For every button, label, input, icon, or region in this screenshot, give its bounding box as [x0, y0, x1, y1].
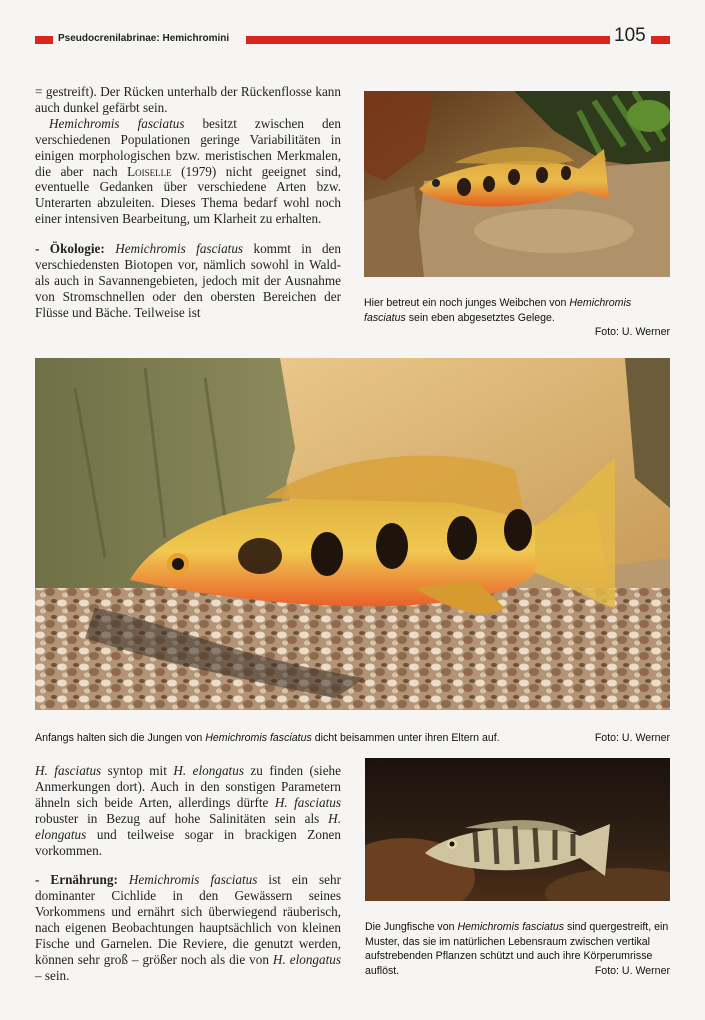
species-name: Hemichromis fasciatus — [364, 297, 632, 324]
text-column-bottom — [35, 763, 341, 984]
author-name: Loiselle — [127, 163, 172, 179]
paragraph-syntop — [35, 763, 341, 858]
section-heading-oekologie: - Ökologie: — [35, 241, 105, 257]
text-column-top — [35, 84, 341, 321]
caption-text: Hier betreut ein noch junges Weibchen von — [364, 297, 570, 309]
photo-credit: Foto: U. Werner — [594, 732, 670, 744]
paragraph-variability — [35, 116, 341, 227]
photo-female-guarding-eggs — [364, 91, 670, 277]
caption-text: sind quergestreift, ein Muster, das sie im natürlichen Lebensraum zwischen vertikal aufstrebenden Pflanzen schützt und auch ihre Körperumrisse auflöst. — [365, 921, 669, 977]
species-name: Hemichromis fasciatus — [115, 241, 244, 257]
section-heading-ernaehrung: - Ernährung: — [35, 872, 118, 888]
species-name: H. fasciatus — [35, 763, 102, 778]
species-name: Hemichromis fasciatus — [457, 921, 565, 933]
header-bar-left — [35, 36, 53, 44]
paragraph-text: zu finden (siehe Anmerkungen dort). Auch in den sonstigen Parametern ähneln sich beide Arten, allerdings dürfte — [35, 763, 341, 810]
header-bar-right — [651, 36, 670, 44]
species-name: H. elongatus — [35, 810, 341, 842]
paragraph-text: – sein. — [35, 967, 70, 983]
species-name: H. elongatus — [272, 951, 341, 967]
paragraph-continuation: = gestreift). Der Rücken unterhalb der Rückenflosse kann auch dunkel gefärbt sein. — [35, 84, 341, 115]
caption-middle-photo — [35, 731, 670, 746]
caption-text: sein eben abgesetztes Gelege. — [405, 311, 555, 324]
paragraph-ernaehrung — [35, 872, 341, 983]
caption-text: dicht beisammen unter ihren Eltern auf. — [311, 732, 500, 744]
paragraph-text: ist ein sehr dominanter Cichlide in den Gewässern seines Vorkommens und ernährt sich überwiegend räuberisch, nach eigenen Beobachtungen hauptsächlich von kleinen Fische und Garnelen. Die Reviere, die genutzt werden, können sehr groß – größer noch als die von — [35, 872, 342, 967]
photo-credit: Foto: U. Werner — [594, 964, 670, 977]
caption-text: Anfangs halten sich die Jungen von — [35, 732, 206, 744]
photo-juvenile — [365, 758, 670, 901]
page-number: 105 — [614, 25, 646, 46]
species-name: H. fasciatus — [274, 794, 341, 810]
paragraph-text: kommt in den verschiedensten Biotopen vor, nämlich sowohl in Wald- als auch in Savannengebieten, jedoch mit der Ausnahme von Stromschnellen oder den obersten Bereichen der Flüsse und Bäche. Teilweise ist — [35, 241, 342, 320]
paragraph-text: und teilweise sogar in brackigen Zonen vorkommen. — [35, 826, 341, 858]
species-name: Hemichromis fasciatus — [205, 732, 312, 744]
species-name: Hemichromis fasciatus — [49, 115, 185, 131]
paragraph-text: (1979) nicht geeignet sind, eventuelle Gedanken über verschiedene Arten bzw. Unterarten abzuleiten. Dieses Thema bedarf wohl noch einer intensiven Bearbeitung, um Klarheit zu erhalten. — [35, 163, 341, 227]
species-name: H. elongatus — [173, 763, 244, 778]
caption-bottom-photo — [365, 920, 670, 978]
caption-text: Die Jungfische von — [365, 921, 458, 933]
caption-top-photo — [364, 296, 670, 340]
species-name: Hemichromis fasciatus — [128, 872, 258, 888]
paragraph-text: besitzt zwischen den verschiedenen Populationen geringe Variabilitäten in einigen morphologischen bzw. meristischen Merkmalen, die aber nach — [35, 115, 341, 179]
photo-adult-with-fry — [35, 358, 670, 710]
photo-credit: Foto: U. Werner — [594, 326, 670, 338]
running-header-title: Pseudocrenilabrinae: Hemichromini — [58, 33, 230, 44]
paragraph-oekologie — [35, 241, 341, 321]
header-bar-middle — [246, 36, 610, 44]
paragraph-text: robuster in Bezug auf hohe Salinitäten sein als — [35, 810, 329, 826]
paragraph-text: syntop mit — [101, 763, 174, 778]
